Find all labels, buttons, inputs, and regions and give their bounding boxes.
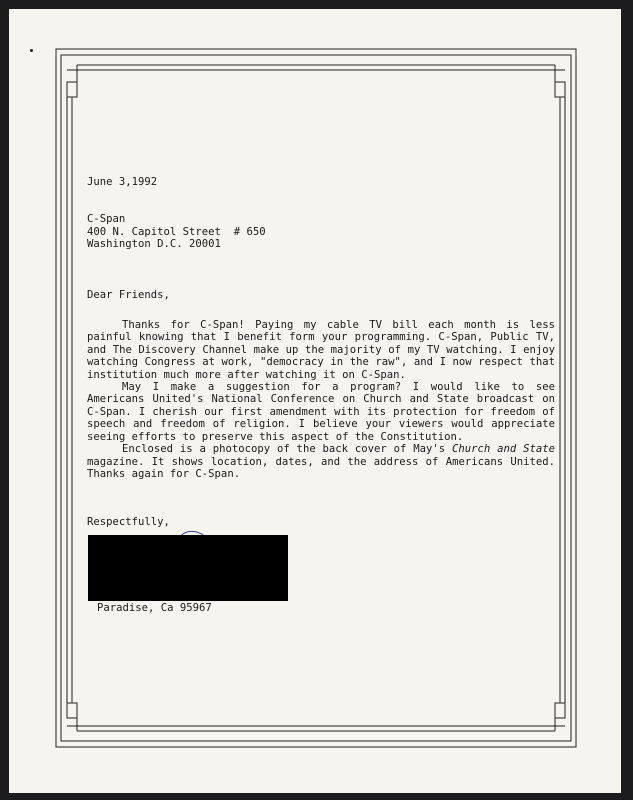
letter-body <box>87 176 555 529</box>
paragraph-1: Thanks for C-Span! Paying my cable TV bill each month is less painful knowing that I benefit form your programming. C-Span, Public TV, and The Discovery Channel make up the majority of my TV watching. I enjoy watching Congress at work, "democracy in the raw", and I now respect that institution much more after watching it on C-Span. <box>87 319 555 381</box>
recipient-street: 400 N. Capitol Street # 650 <box>87 225 266 238</box>
sender-city: Paradise, Ca 95967 <box>97 602 212 614</box>
paragraph-3 <box>87 443 555 480</box>
paragraph-3-start: Enclosed is a photocopy of the back cover of May's <box>122 443 452 456</box>
redaction-block <box>88 535 288 601</box>
letter-page <box>9 9 621 793</box>
paragraph-3-end: magazine. It shows location, dates, and the address of Americans United. Thanks again for C-Span. <box>87 455 555 480</box>
recipient-city: Washington D.C. 20001 <box>87 238 221 251</box>
closing: Respectfully, <box>87 516 170 529</box>
letter-date: June 3,1992 <box>87 176 158 188</box>
salutation: Dear Friends, <box>87 288 170 301</box>
recipient-name: C-Span <box>87 213 126 226</box>
paragraph-2: May I make a suggestion for a program? I would like to see Americans United's National Conference on Church and State broadcast on C-Span. I cherish our first amendment with its protection for freedom of speech and freedom of religion. I believe your viewers would appreciate seeing efforts to preserve this aspect of the Constitution. <box>87 381 555 443</box>
magazine-title: Church and State <box>452 443 555 456</box>
